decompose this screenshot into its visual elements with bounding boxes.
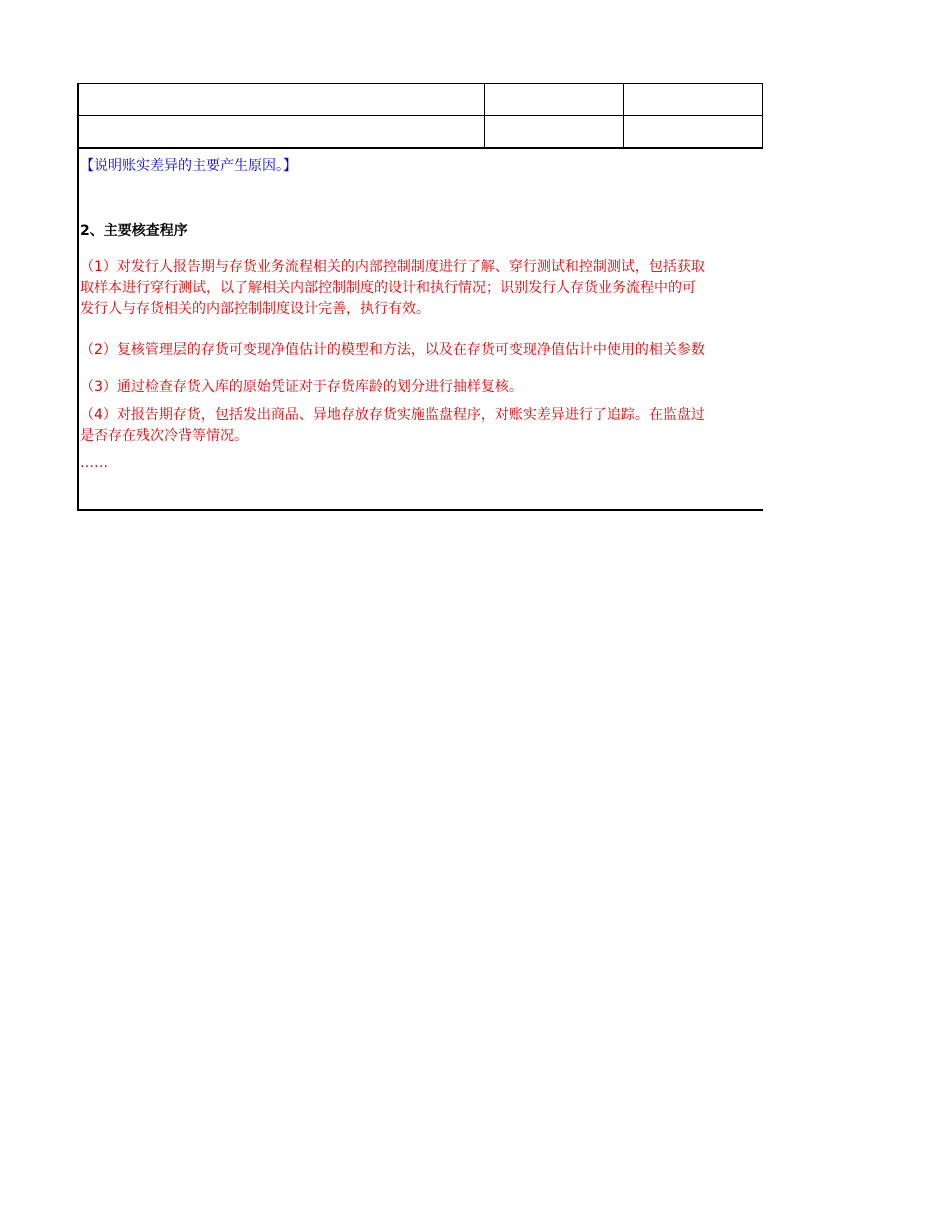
procedure-4-line-2: 是否存在残次冷背等情况。 xyxy=(80,428,248,444)
section-heading: 2、主要核查程序 xyxy=(80,223,188,239)
table-border-bottom xyxy=(77,147,763,149)
procedure-1-line-3: 发行人与存货相关的内部控制制度设计完善，执行有效。 xyxy=(80,301,430,317)
procedure-4-line-1: （4）对报告期存货，包括发出商品、异地存放存货实施监盘程序，对账实差异进行了追踪。在监盘过 xyxy=(80,407,705,423)
table-col-divider-2 xyxy=(623,83,624,148)
table-frame xyxy=(77,83,763,511)
table-col-divider-1 xyxy=(484,83,485,148)
table-border-top xyxy=(77,83,763,84)
procedure-3-line-1: （3）通过检查存货入库的原始凭证对于存货库龄的划分进行抽样复核。 xyxy=(80,379,523,395)
table-row-divider xyxy=(77,115,763,116)
procedure-2-line-1: （2）复核管理层的存货可变现净值估计的模型和方法，以及在存货可变现净值估计中使用的相关参数 xyxy=(80,342,705,358)
sheet-border-bottom xyxy=(77,509,763,511)
sheet-border-left xyxy=(77,83,79,511)
procedure-1-line-1: （1）对发行人报告期与存货业务流程相关的内部控制制度进行了解、穿行测试和控制测试，包括获取 xyxy=(80,259,705,275)
spreadsheet-sheet xyxy=(77,83,763,511)
procedure-ellipsis: …… xyxy=(80,455,108,471)
table-col-divider-3 xyxy=(762,83,763,148)
procedure-1-line-2: 取样本进行穿行测试，以了解相关内部控制制度的设计和执行情况；识别发行人存货业务流程中的可 xyxy=(80,280,696,296)
difference-reason-note: 【说明账实差异的主要产生原因。】 xyxy=(80,158,297,174)
